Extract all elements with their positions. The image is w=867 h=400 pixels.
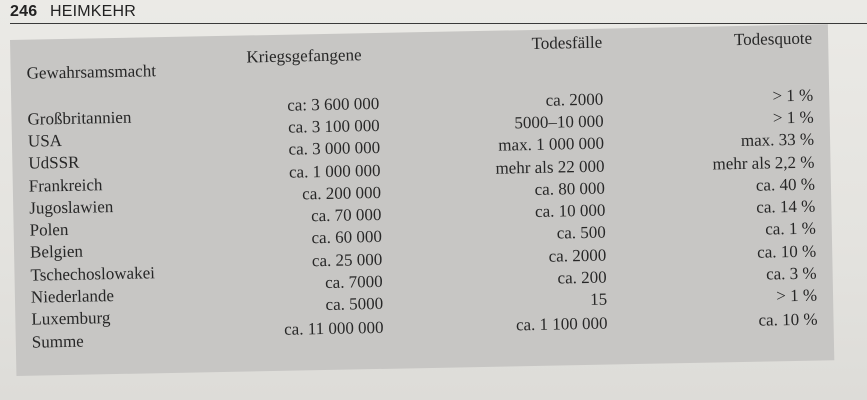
- table-row-label: Luxemburg: [31, 308, 111, 329]
- data-table: [10, 24, 834, 376]
- table-row-label: USA: [27, 131, 63, 151]
- table-row-label: Jugoslawien: [29, 197, 114, 218]
- table-cell: > 1 %: [772, 85, 814, 106]
- table-row-label: Niederlande: [30, 286, 115, 307]
- table-row-label: Polen: [29, 219, 69, 240]
- table-cell: ca. 10 %: [758, 309, 818, 330]
- table-cell: ca. 3 000 000: [288, 137, 381, 159]
- table-cell: ca: 3 600 000: [287, 93, 380, 115]
- page-number: 246: [10, 3, 38, 20]
- table-row-label: Tschechoslowakei: [30, 263, 156, 285]
- table-row-label: Großbritannien: [27, 107, 132, 129]
- table-cell: ca. 80 000: [534, 178, 606, 199]
- table-cell: max. 1 000 000: [498, 133, 605, 155]
- table-cell: ca. 40 %: [755, 174, 816, 195]
- table-cell: > 1 %: [772, 107, 814, 128]
- table-row-label: Belgien: [29, 241, 84, 262]
- running-title: HEIMKEHR: [49, 3, 137, 20]
- column-header-todesquote: Todesquote: [733, 28, 813, 50]
- column-header-gewahrsamsmacht: Gewahrsamsmacht: [26, 61, 157, 83]
- table-cell: ca. 3 100 000: [287, 115, 380, 137]
- table-cell: ca. 10 000: [534, 200, 606, 221]
- table-cell: mehr als 2,2 %: [712, 152, 815, 174]
- table-row-label: Summe: [31, 331, 84, 352]
- table-cell: ca. 14 %: [756, 196, 816, 217]
- table-cell: ca. 25 000: [311, 249, 383, 271]
- table-cell: 5000–10 000: [514, 111, 604, 133]
- column-header-kriegsgefangene: Kriegsgefangene: [246, 45, 362, 67]
- table-cell: ca. 7000: [324, 271, 383, 292]
- table-cell: ca. 1 000 000: [288, 160, 381, 182]
- table-cell: mehr als 22 000: [495, 156, 605, 178]
- table-cell: ca. 1 %: [765, 218, 816, 239]
- table-cell: ca. 5000: [325, 293, 384, 314]
- table-cell: ca. 70 000: [310, 204, 382, 226]
- table-cell: ca. 200: [557, 267, 607, 288]
- table-row-label: UdSSR: [28, 152, 80, 173]
- table-row-label: Frankreich: [28, 175, 103, 196]
- table-cell: ca. 60 000: [311, 226, 383, 248]
- table-cell: ca. 500: [556, 222, 606, 243]
- table-cell: ca. 2000: [548, 245, 607, 266]
- column-header-todesfaelle: Todesfälle: [531, 32, 603, 53]
- table-cell: ca. 10 %: [757, 241, 817, 262]
- table-cell: ca. 3 %: [765, 263, 817, 284]
- page-header: [10, 3, 867, 24]
- table-cell: max. 33 %: [740, 129, 815, 150]
- table-cell: ca. 2000: [545, 89, 604, 110]
- table-cell: > 1 %: [776, 285, 818, 306]
- table-cell: ca. 11 000 000: [283, 317, 384, 339]
- table-cell: ca. 200 000: [301, 182, 382, 204]
- table-cell: 15: [589, 289, 608, 309]
- table-cell: ca. 1 100 000: [515, 313, 608, 335]
